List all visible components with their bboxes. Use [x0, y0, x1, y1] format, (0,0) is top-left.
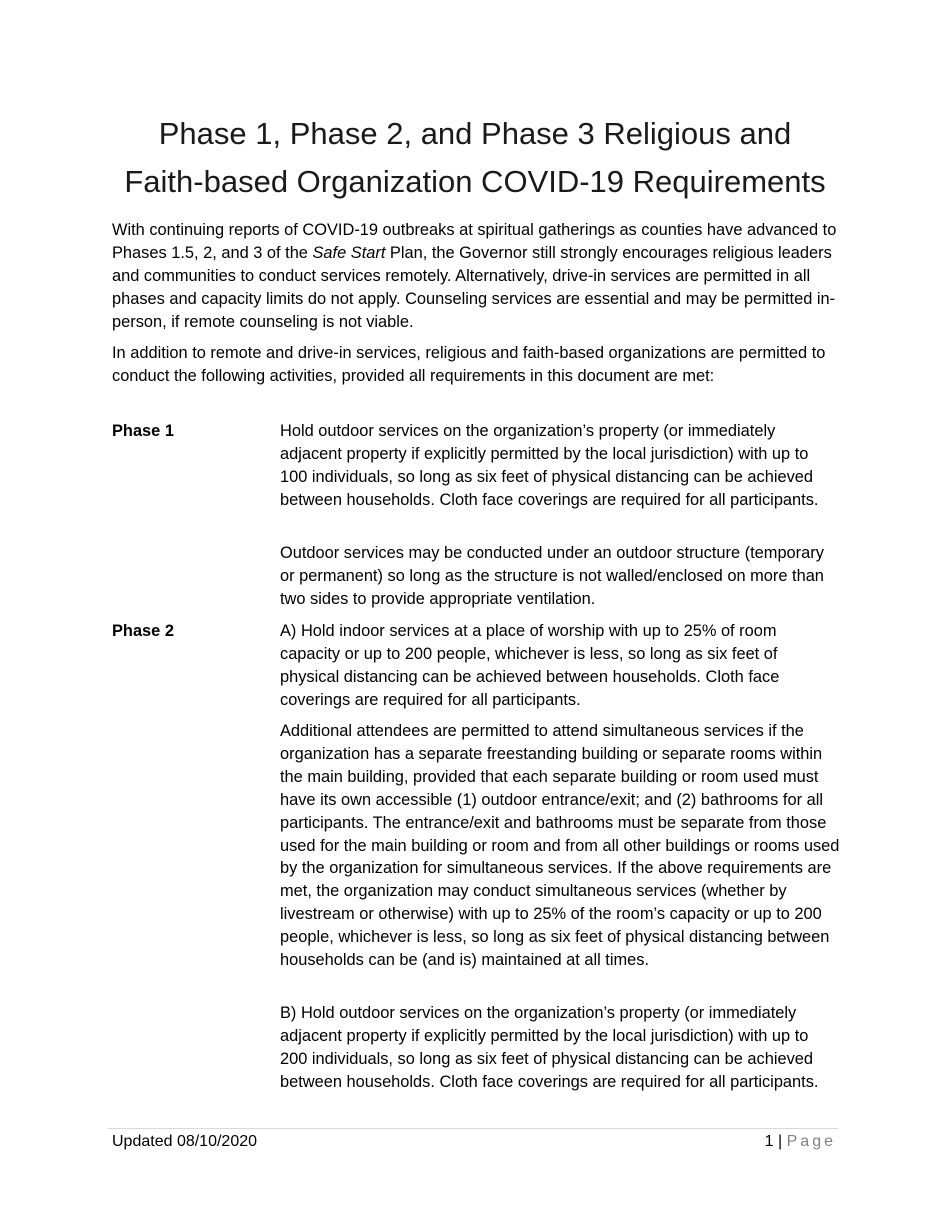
footer-divider [108, 1128, 838, 1129]
intro-paragraph-1 [112, 219, 842, 334]
intro-text-a: With continuing reports of COVID-19 outbreaks at spiritual gatherings as counties have advanced to Phases 1.5, 2, and 3 of the [112, 221, 837, 262]
title-line-2: Faith-based Organization COVID-19 Requirements [124, 164, 826, 199]
phase-1-paragraph-1: Hold outdoor services on the organization’s property (or immediately adjacent property if explicitly permitted by the local jurisdiction) with up to 100 individuals, so long as six feet of physical distancing can be achieved between households. Cloth face coverings are required for all participants. [280, 422, 819, 509]
phase-2-paragraph-a-continued: Additional attendees are permitted to attend simultaneous services if the organization has a separate freestanding building or separate rooms within the main building, provided that each separate building or room used must have its own accessible (1) outdoor entrance/exit; and (2) bathrooms for all participants. The entrance/exit and bathrooms must be separate from those used for the main building or room and from all other buildings or rooms used by the organization for simultaneous services. If the above requirements are met, the organization may conduct simultaneous services (whether by livestream or otherwise) with up to 25% of the room’s capacity or up to 200 people, whichever is less, so long as six feet of physical distancing between households can be (and is) maintained at all times. [280, 722, 840, 970]
phase-2-paragraph-b: B) Hold outdoor services on the organization’s property (or immediately adjacent property if explicitly permitted by the local jurisdiction) with up to 200 individuals, so long as six feet of physical distancing can be achieved between households. Cloth face coverings are required for all participants. [280, 1004, 819, 1091]
phase-2-label: Phase 2 [112, 622, 174, 640]
footer-page-indicator [765, 1131, 836, 1153]
intro-text-b: Plan, the Governor still strongly encourages religious leaders and communities to conduct services remotely. Alternatively, drive-in services are permitted in all phases and capacity limits do not apply. Counseling services are essential and may be permitted in-person, if remote counseling is not viable. [112, 243, 836, 331]
phase-1-paragraph-2: Outdoor services may be conducted under an outdoor structure (temporary or permanent) so long as the structure is not walled/enclosed on more than two sides to provide appropriate ventilation. [280, 544, 824, 608]
title-line-1: Phase 1, Phase 2, and Phase 3 Religious and [158, 116, 792, 151]
phase-1-label: Phase 1 [112, 422, 174, 440]
document-title [0, 110, 950, 206]
page-number: 1 [764, 1133, 774, 1150]
phase-2-paragraph-a: A) Hold indoor services at a place of worship with up to 25% of room capacity or up to 200 people, whichever is less, so long as six feet of physical distancing can be achieved between households. Cloth face coverings are required for all participants. [280, 622, 780, 709]
page-separator: | [773, 1133, 787, 1150]
intro-paragraph-2: In addition to remote and drive-in services, religious and faith-based organizations are permitted to conduct the following activities, provided all requirements in this document are met: [112, 344, 826, 385]
footer-updated-date: Updated 08/10/2020 [112, 1133, 258, 1150]
safe-start-emphasis: Safe Start [312, 243, 386, 262]
page-word: Page [786, 1133, 836, 1150]
